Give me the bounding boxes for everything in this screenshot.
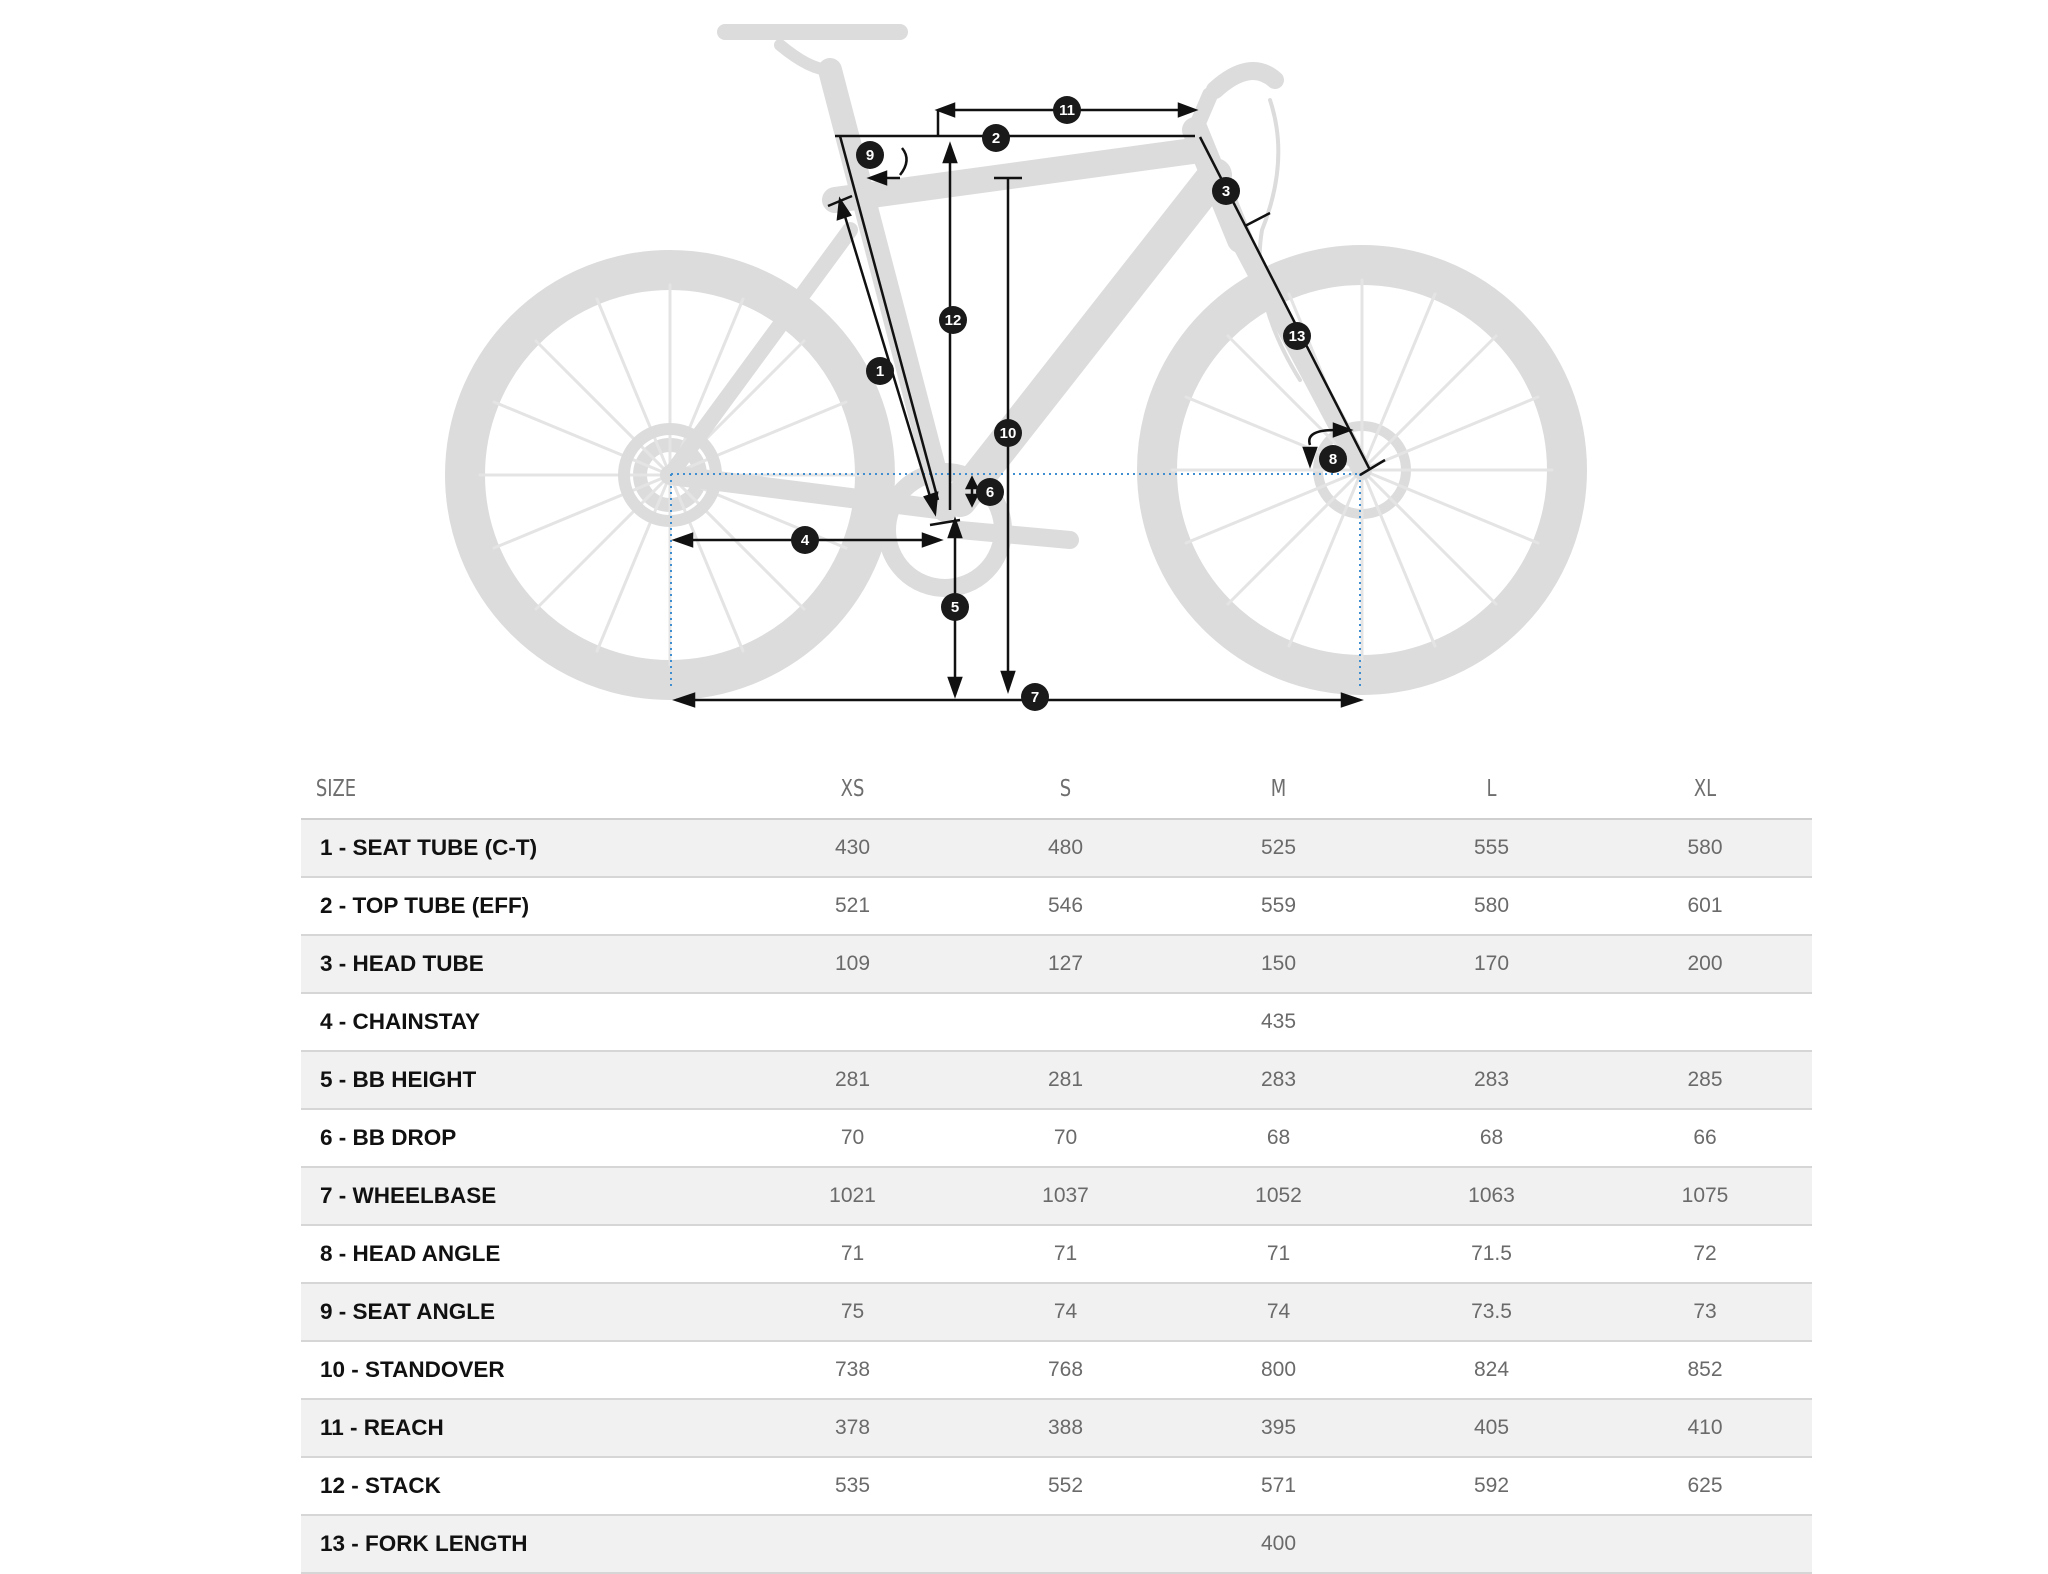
svg-text:9: 9	[865, 147, 875, 164]
cell: 72	[1598, 1225, 1812, 1283]
table-row	[301, 877, 1812, 935]
cell: 410	[1598, 1399, 1812, 1457]
cell: 552	[959, 1457, 1172, 1515]
badge-2	[982, 124, 1010, 152]
cell: 592	[1385, 1457, 1598, 1515]
header-l: L	[1408, 760, 1574, 819]
bike-silhouette	[465, 32, 1567, 680]
svg-text:12: 12	[944, 312, 962, 329]
row-label: 7 - WHEELBASE	[301, 1167, 746, 1225]
svg-text:2: 2	[991, 130, 1001, 147]
badge-5	[941, 593, 969, 621]
geometry-table	[301, 760, 1812, 1574]
cell: 281	[746, 1051, 959, 1109]
svg-text:13: 13	[1288, 328, 1306, 345]
table-row	[301, 1283, 1812, 1341]
cell: 66	[1598, 1109, 1812, 1167]
table-row	[301, 1225, 1812, 1283]
bike-geometry-diagram	[0, 0, 2048, 720]
badge-9	[856, 141, 884, 169]
cell	[959, 1515, 1172, 1573]
svg-text:5: 5	[950, 599, 960, 616]
cell: 480	[959, 819, 1172, 877]
badge-10	[994, 419, 1022, 447]
cell: 283	[1172, 1051, 1385, 1109]
badge-1	[866, 357, 894, 385]
row-label: 8 - HEAD ANGLE	[301, 1225, 746, 1283]
svg-text:7: 7	[1030, 689, 1040, 706]
cell: 625	[1598, 1457, 1812, 1515]
header-xl: XL	[1622, 760, 1789, 819]
cell: 580	[1598, 819, 1812, 877]
cell	[1598, 993, 1812, 1051]
cell: 71	[959, 1225, 1172, 1283]
cell: 283	[1385, 1051, 1598, 1109]
table-row	[301, 1341, 1812, 1399]
cell: 73	[1598, 1283, 1812, 1341]
cell: 738	[746, 1341, 959, 1399]
badge-8	[1319, 445, 1347, 473]
row-label: 12 - STACK	[301, 1457, 746, 1515]
header-xs: XS	[769, 760, 935, 819]
cell: 525	[1172, 819, 1385, 877]
cell: 285	[1598, 1051, 1812, 1109]
cell: 555	[1385, 819, 1598, 877]
row-label: 1 - SEAT TUBE (C-T)	[301, 819, 746, 877]
cell: 71	[1172, 1225, 1385, 1283]
cell: 200	[1598, 935, 1812, 993]
cell: 1063	[1385, 1167, 1598, 1225]
svg-text:4: 4	[800, 532, 810, 549]
table-row	[301, 1051, 1812, 1109]
cell: 430	[746, 819, 959, 877]
cell: 74	[959, 1283, 1172, 1341]
cell: 601	[1598, 877, 1812, 935]
table-header	[301, 760, 1812, 819]
cell	[746, 993, 959, 1051]
svg-text:10: 10	[999, 425, 1017, 442]
cell: 378	[746, 1399, 959, 1457]
svg-text:3: 3	[1221, 183, 1231, 200]
table-row	[301, 819, 1812, 877]
cell: 74	[1172, 1283, 1385, 1341]
row-label: 13 - FORK LENGTH	[301, 1515, 746, 1573]
table-row	[301, 1399, 1812, 1457]
table-row	[301, 993, 1812, 1051]
cell: 395	[1172, 1399, 1385, 1457]
cell: 800	[1172, 1341, 1385, 1399]
cell: 546	[959, 877, 1172, 935]
table-row	[301, 1167, 1812, 1225]
header-m: M	[1195, 760, 1361, 819]
cell: 824	[1385, 1341, 1598, 1399]
badge-11	[1053, 96, 1081, 124]
cell: 1075	[1598, 1167, 1812, 1225]
cell	[1385, 1515, 1598, 1573]
cell: 571	[1172, 1457, 1385, 1515]
cell: 400	[1172, 1515, 1385, 1573]
row-label: 4 - CHAINSTAY	[301, 993, 746, 1051]
header-s: S	[982, 760, 1148, 819]
svg-text:8: 8	[1328, 451, 1338, 468]
cell: 768	[959, 1341, 1172, 1399]
svg-text:11: 11	[1059, 102, 1075, 119]
cell: 127	[959, 935, 1172, 993]
row-label: 2 - TOP TUBE (EFF)	[301, 877, 746, 935]
cell: 70	[746, 1109, 959, 1167]
cell: 852	[1598, 1341, 1812, 1399]
table-row	[301, 1457, 1812, 1515]
cell	[746, 1515, 959, 1573]
cell	[1598, 1515, 1812, 1573]
badge-7	[1021, 683, 1049, 711]
cell: 1052	[1172, 1167, 1385, 1225]
row-label: 9 - SEAT ANGLE	[301, 1283, 746, 1341]
cell: 1037	[959, 1167, 1172, 1225]
cell: 71	[746, 1225, 959, 1283]
badge-12	[939, 306, 967, 334]
cell: 75	[746, 1283, 959, 1341]
badge-3	[1212, 177, 1240, 205]
cell: 70	[959, 1109, 1172, 1167]
row-label: 6 - BB DROP	[301, 1109, 746, 1167]
cell: 435	[1172, 993, 1385, 1051]
cell: 1021	[746, 1167, 959, 1225]
cell: 170	[1385, 935, 1598, 993]
row-label: 10 - STANDOVER	[301, 1341, 746, 1399]
table-row	[301, 1515, 1812, 1573]
cell: 73.5	[1385, 1283, 1598, 1341]
cell: 109	[746, 935, 959, 993]
row-label: 11 - REACH	[301, 1399, 746, 1457]
badge-4	[791, 526, 819, 554]
cell: 388	[959, 1399, 1172, 1457]
cell: 68	[1385, 1109, 1598, 1167]
cell: 405	[1385, 1399, 1598, 1457]
header-size: SIZE	[301, 760, 648, 819]
badge-13	[1283, 322, 1311, 350]
badge-6	[976, 478, 1004, 506]
cell: 580	[1385, 877, 1598, 935]
cell	[1385, 993, 1598, 1051]
cell: 521	[746, 877, 959, 935]
cell: 71.5	[1385, 1225, 1598, 1283]
cell	[959, 993, 1172, 1051]
row-label: 3 - HEAD TUBE	[301, 935, 746, 993]
table-row	[301, 935, 1812, 993]
cell: 68	[1172, 1109, 1385, 1167]
table-row	[301, 1109, 1812, 1167]
svg-text:1: 1	[875, 363, 885, 380]
cell: 535	[746, 1457, 959, 1515]
cell: 281	[959, 1051, 1172, 1109]
cell: 150	[1172, 935, 1385, 993]
svg-text:6: 6	[985, 484, 995, 501]
row-label: 5 - BB HEIGHT	[301, 1051, 746, 1109]
cell: 559	[1172, 877, 1385, 935]
